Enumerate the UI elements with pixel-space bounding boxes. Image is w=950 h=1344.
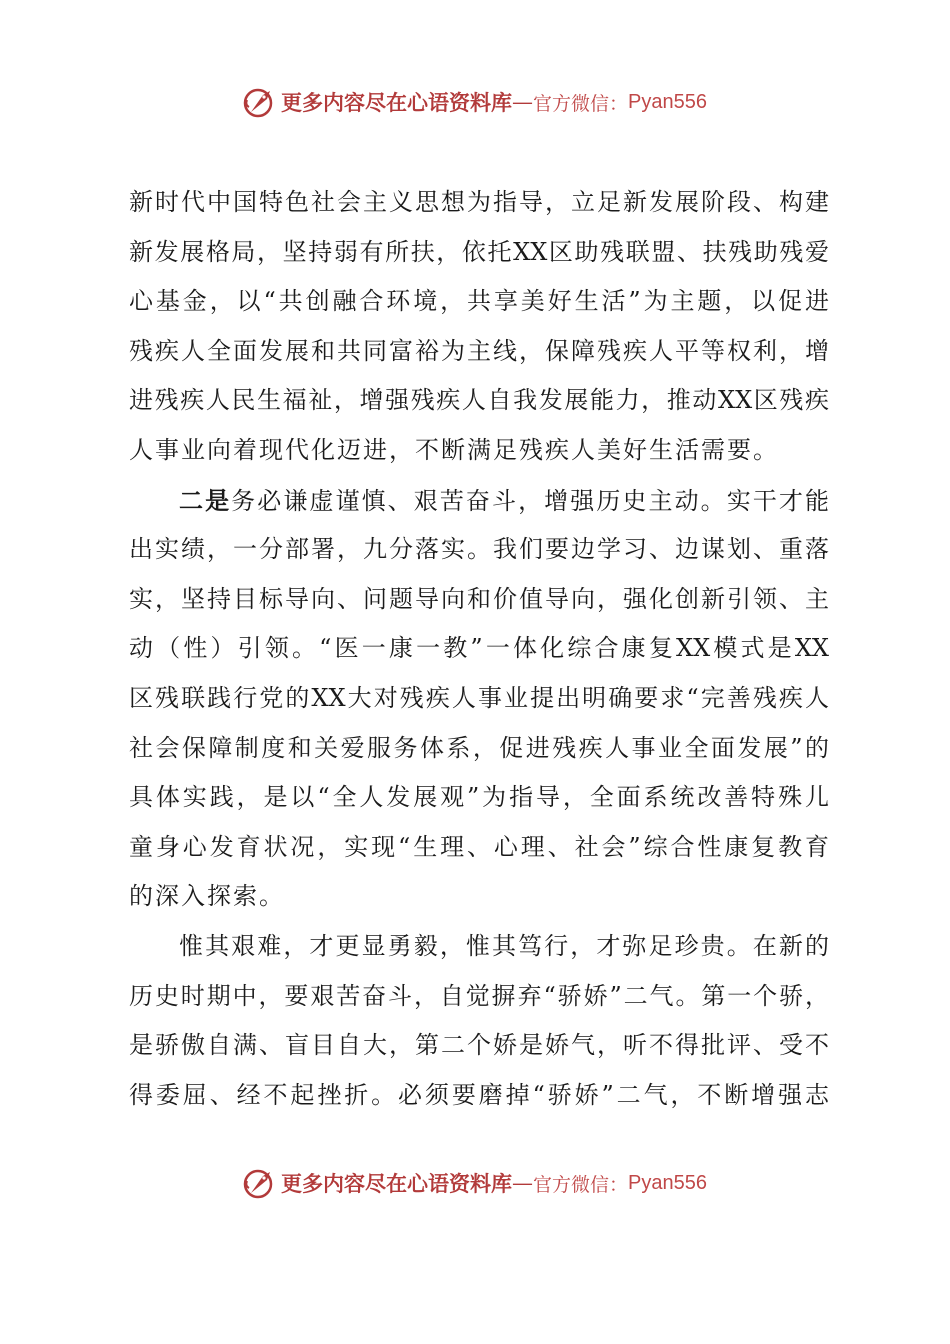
text-line: 社会保障制度和关爱服务体系，促进残疾人事业全面发展”的 [129,733,829,762]
text-line: 心基金，以“共创融合环境，共享美好生活”为主题，以促进 [129,287,829,316]
text-line: 得委屈、经不起挫折。必须要磨掉“骄娇”二气，不断增强志 [129,1080,829,1109]
footer-wechat-id: Pyan556 [628,1171,707,1194]
paragraph-lead: 二是 [179,485,232,515]
text-line: 是骄傲自满、盲目自大，第二个娇是娇气，听不得批评、受不 [129,1031,829,1060]
text-line: 的深入探索。 [129,882,285,911]
document-body [129,178,829,1120]
text-line: 动（性）引领。“医一康一教”一体化综合康复XX模式是XX [129,634,829,663]
header-wechat-label: 官方微信： [533,92,629,115]
header-wechat-id: Pyan556 [628,90,707,113]
text-line: 区残联践行党的XX大对残疾人事业提出明确要求“完善残疾人 [129,683,829,712]
text-line: 历史时期中，要艰苦奋斗，自觉摒弃“骄娇”二气。第一个骄， [129,981,829,1010]
header-banner [0,82,950,122]
header-dash: — [512,90,533,114]
pen-nib-logo-icon [243,1166,277,1200]
footer-wechat-label: 官方微信： [533,1173,629,1196]
header-brand-text: 更多内容尽在心语资料库 [281,90,512,115]
pen-nib-logo-icon [243,85,277,119]
footer-dash: — [512,1171,533,1195]
text-line: 残疾人全面发展和共同富裕为主线，保障残疾人平等权利，增 [129,336,829,365]
text-line: 具体实践，是以“全人发展观”为指导，全面系统改善特殊儿 [129,783,829,812]
footer-brand-text: 更多内容尽在心语资料库 [281,1171,512,1196]
text-line: 童身心发育状况，实现“生理、心理、社会”综合性康复教育 [129,832,829,861]
text-line: 出实绩，一分部署，九分落实。我们要边学习、边谋划、重落 [129,535,829,564]
text-line: 新时代中国特色社会主义思想为指导，立足新发展阶段、构建 [129,188,829,216]
footer-banner [0,1163,950,1203]
text-line: 进残疾人民生福祉，增强残疾人自我发展能力，推动XX区残疾 [129,386,829,415]
paragraph-first-line: 二是务必谦虚谨慎、艰苦奋斗，增强历史主动。实干才能 [179,485,830,515]
text-line: 新发展格局，坚持弱有所扶，依托XX区助残联盟、扶残助残爱 [129,237,829,266]
text-line: 人事业向着现代化迈进，不断满足残疾人美好生活需要。 [129,435,779,464]
text-line: 实，坚持目标导向、问题导向和价值导向，强化创新引领、主 [129,584,829,613]
paragraph-first-line: 惟其艰难，才更显勇毅，惟其笃行，才弥足珍贵。在新的 [179,931,829,960]
